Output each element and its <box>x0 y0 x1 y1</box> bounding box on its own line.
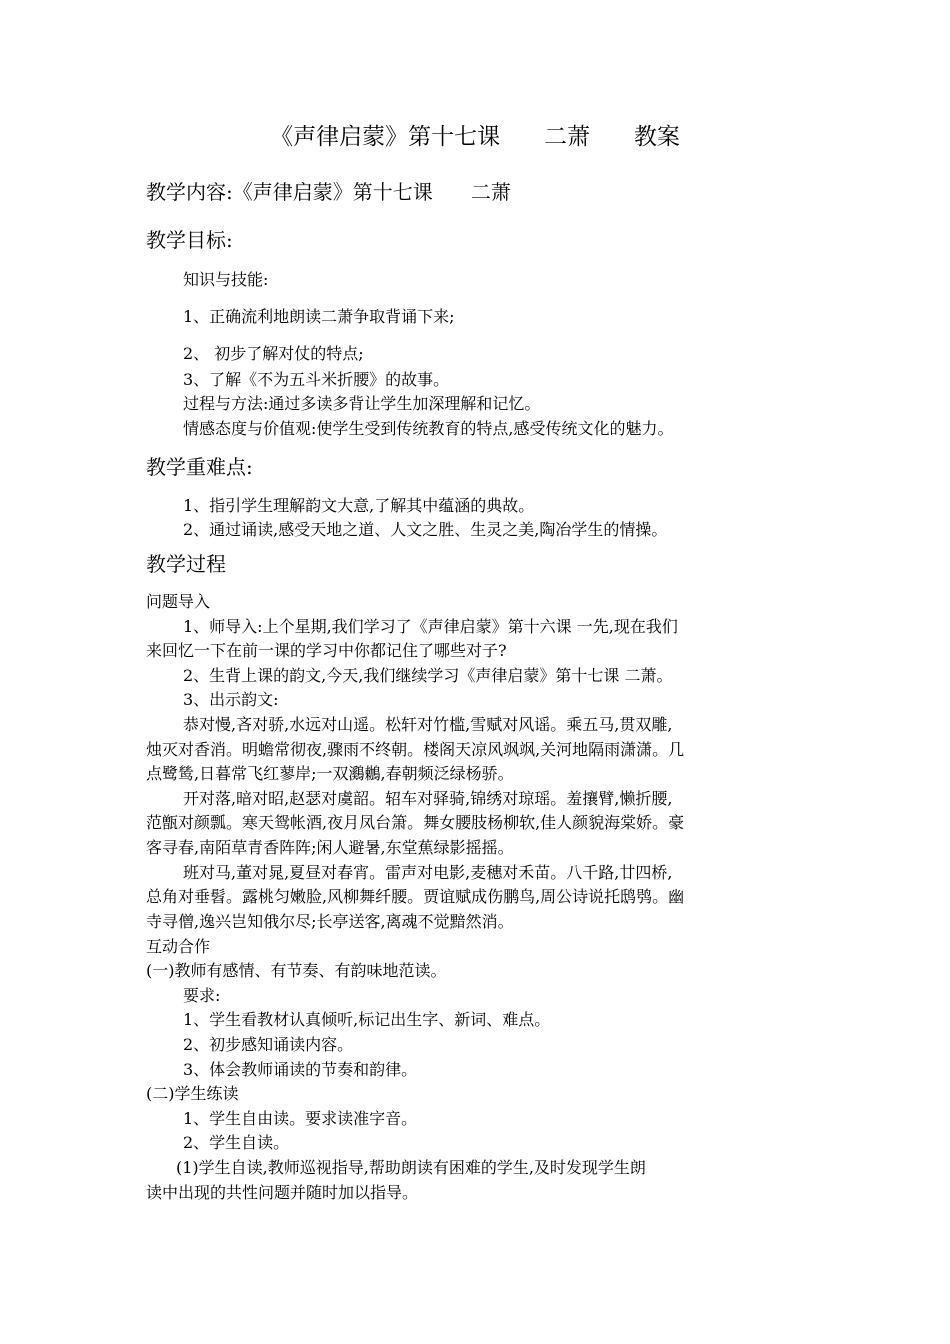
intro-label: 问题导入 <box>146 592 211 611</box>
intro-p2: 2、生背上课的韵文,今天,我们继续学习《声律启蒙》第十七课 二萧。 <box>183 666 673 685</box>
intro-p1-line2: 来回忆一下在前一课的学习中你都记住了哪些对子? <box>146 641 507 660</box>
poem-stanza1-line3: 点鹭鸶,日暮常飞红蓼岸;一双鸂鶒,春朝频泛绿杨骄。 <box>146 764 514 783</box>
requirements-label: 要求: <box>183 986 221 1005</box>
poem-stanza1-line1: 恭对慢,吝对骄,水远对山遥。松轩对竹槛,雪赋对风谣。乘五马,贯双雕, <box>183 715 673 734</box>
intro-p3: 3、出示韵文: <box>183 690 279 709</box>
goals-heading: 教学目标: <box>146 228 233 252</box>
poem-stanza1-line2: 烛灭对香消。明蟾常彻夜,骤雨不终朝。楼阁天凉风飒飒,关河地隔雨潇潇。几 <box>146 740 685 759</box>
goal-item-1: 1、正确流利地朗读二萧争取背诵下来; <box>183 307 455 326</box>
goal-process: 过程与方法:通过多读多背让学生加深理解和记忆。 <box>183 394 541 413</box>
cooperation-label: 互动合作 <box>146 937 211 956</box>
requirement-1: 1、学生看教材认真倾听,标记出生字、新词、难点。 <box>183 1010 551 1029</box>
page-title: 《声律启蒙》第十七课 二萧 教案 <box>270 124 680 150</box>
cooperation-part2: (二)学生练读 <box>146 1084 239 1103</box>
cooperation-part1: (一)教师有感情、有节奏、有韵味地范读。 <box>146 961 447 980</box>
poem-stanza3-line2: 总角对垂髫。露桃匀嫩脸,风柳舞纤腰。贾谊赋成伤鹏鸟,周公诗说托鸱鸮。幽 <box>146 887 685 906</box>
poem-stanza2-line1: 开对落,暗对昭,赵瑟对虞韶。轺车对驿骑,锦绣对琼瑶。羞攘臂,懒折腰, <box>183 789 673 808</box>
poem-stanza3-line1: 班对马,董对晁,夏昼对春宵。雷声对电影,麦穗对禾苗。八千路,廿四桥, <box>183 863 673 882</box>
process-heading: 教学过程 <box>146 552 226 576</box>
practice-2-1-line1: (1)学生自读,教师巡视指导,帮助朗读有困难的学生,及时发现学生朗 <box>176 1158 646 1177</box>
intro-p1-line1: 1、师导入:上个星期,我们学习了《声律启蒙》第十六课 一先,现在我们 <box>183 617 678 636</box>
key-point-2: 2、通过诵读,感受天地之道、人文之胜、生灵之美,陶冶学生的情操。 <box>183 520 668 539</box>
poem-stanza3-line3: 寺寻僧,逸兴岂知俄尔尽;长亭送客,离魂不觉黯然消。 <box>146 912 514 931</box>
requirement-2: 2、初步感知诵读内容。 <box>183 1035 354 1054</box>
practice-2-1-line2: 读中出现的共性问题并随时加以指导。 <box>146 1183 419 1202</box>
goal-emotion: 情感态度与价值观:使学生受到传统教育的特点,感受传统文化的魅力。 <box>183 419 674 438</box>
poem-stanza2-line2: 范甑对颜瓢。寒天鸳帐酒,夜月凤台箫。舞女腰肢杨柳软,佳人颜貌海棠娇。豪 <box>146 813 685 832</box>
key-points-heading: 教学重难点: <box>146 455 253 479</box>
poem-stanza2-line3: 客寻春,南陌草青香阵阵;闲人避暑,东堂蕉绿影摇摇。 <box>146 838 514 857</box>
practice-2: 2、学生自读。 <box>183 1133 290 1152</box>
practice-1: 1、学生自由读。要求读准字音。 <box>183 1109 418 1128</box>
requirement-3: 3、体会教师诵读的节奏和韵律。 <box>183 1060 418 1079</box>
goal-item-3: 3、了解《不为五斗米折腰》的故事。 <box>183 370 450 389</box>
content-heading: 教学内容:《声律启蒙》第十七课 二萧 <box>146 180 511 204</box>
key-point-1: 1、指引学生理解韵文大意,了解其中蕴涵的典故。 <box>183 496 535 515</box>
knowledge-label: 知识与技能: <box>183 270 269 289</box>
goal-item-2: 2、 初步了解对仗的特点; <box>183 344 364 363</box>
